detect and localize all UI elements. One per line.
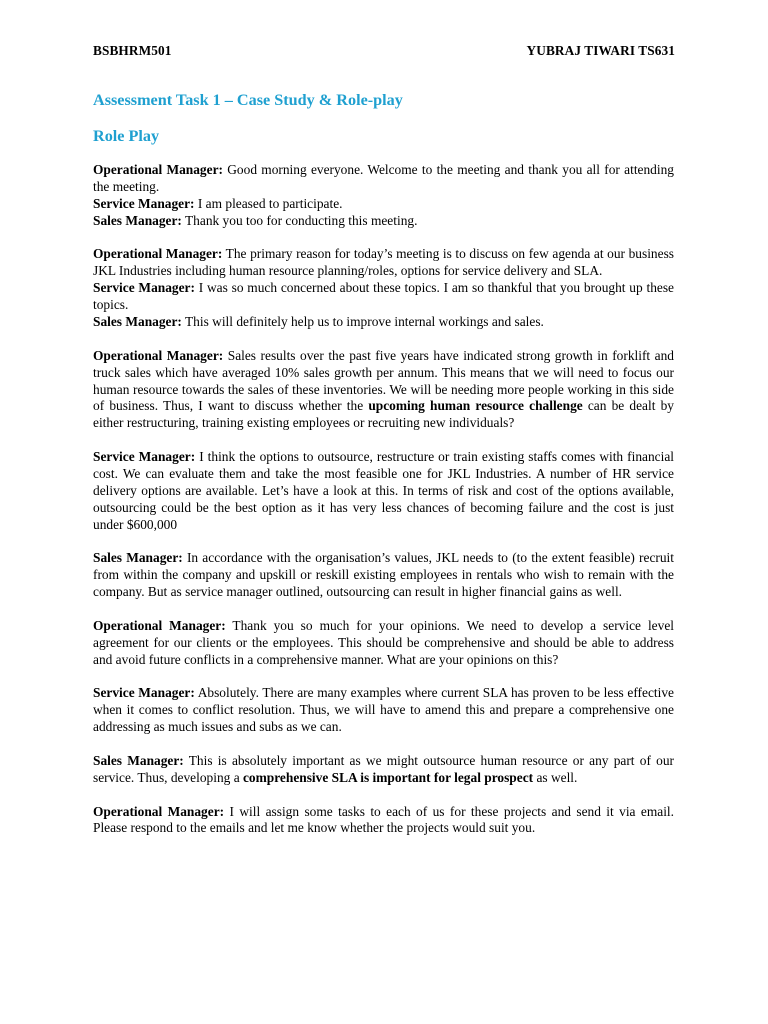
dialogue-line — [93, 685, 674, 736]
speech-text-continued: as well. — [533, 769, 578, 785]
speech-text: Sales results over the past five years have indicated strong growth in forklift and truck sales which have averaged 10% sales growth per annum. This means that we will need to focus our human resource towards the sales of these inventories. We will be needing more people working in this side of business. Thus, I want to discuss whether the — [93, 347, 674, 414]
dialogue-line — [93, 618, 674, 669]
speech-text: I am pleased to participate. — [194, 195, 343, 211]
dialogue-line — [93, 550, 674, 601]
speaker-label: Operational Manager: — [93, 617, 226, 633]
speaker-label: Operational Manager: — [93, 162, 223, 177]
speech-text: The primary reason for today’s meeting is to discuss on few agenda at our business JKL Industries including human resource planning/roles, options for service delivery and SLA. — [93, 246, 674, 279]
dialogue-line — [93, 280, 674, 314]
dialogue-line — [93, 162, 674, 196]
dialogue-line — [93, 196, 674, 213]
dialogue-line — [93, 314, 674, 331]
emphasis-text: comprehensive SLA is important for legal prospect — [242, 769, 534, 785]
speech-text: This will definitely help us to improve internal workings and sales. — [181, 314, 544, 330]
dialogue-paragraph — [93, 685, 674, 736]
dialogue-paragraph — [93, 348, 674, 433]
dialogue-paragraph — [93, 449, 674, 534]
dialogue-line — [93, 449, 674, 534]
speech-text: Good morning everyone. Welcome to the meeting and thank you all for attending the meeting. — [93, 162, 674, 194]
role-play-heading: Role Play — [93, 127, 160, 145]
speaker-label: Service Manager: — [93, 195, 195, 211]
speaker-label: Service Manager: — [93, 685, 195, 701]
page-header — [93, 43, 675, 59]
dialogue-line — [93, 348, 674, 433]
dialogue-line — [93, 246, 674, 280]
speech-text: In accordance with the organisation’s values, JKL needs to (to the extent feasible) recruit from within the company and upskill or reskill existing employees in rentals who wish to remain with the company. But as service manager outlined, outsourcing can result in higher financial gains as well. — [93, 550, 674, 600]
dialogue-line — [93, 213, 674, 230]
dialogue-paragraph — [93, 618, 674, 669]
speech-text: I will assign some tasks to each of us for these projects and send it via email. Please respond to the emails and let me know whether the projects would suit you. — [93, 803, 674, 836]
speaker-label: Service Manager: — [93, 449, 196, 465]
course-code: BSBHRM501 — [93, 43, 172, 58]
emphasis-text: upcoming human resource challenge — [368, 398, 583, 414]
speaker-label: Service Manager: — [93, 280, 195, 296]
speaker-label: Sales Manager: — [93, 752, 184, 768]
dialogue-body — [93, 162, 674, 854]
dialogue-line — [93, 753, 674, 787]
dialogue-paragraph — [93, 246, 674, 331]
dialogue-paragraph — [93, 162, 674, 230]
speech-text: I think the options to outsource, restructure or train existing staffs comes with financial cost. We can evaluate them and take the most feasible one for JKL Industries. A number of HR service delivery options are available. Let’s have a look at this. In terms of risk and cost of the options available, outsourcing could be the best option as it has very less chances of becoming failure and the cost is just under $600,000 — [93, 449, 674, 532]
speech-text: Thank you too for conducting this meeting. — [181, 212, 418, 228]
speaker-label: Sales Manager: — [93, 212, 182, 228]
dialogue-line — [93, 804, 674, 838]
assessment-task-title: Assessment Task 1 – Case Study & Role-play — [93, 91, 403, 109]
author-name: YUBRAJ TIWARI TS631 — [526, 43, 675, 58]
speaker-label: Operational Manager: — [93, 246, 223, 262]
speech-text: I was so much concerned about these topics. I am so thankful that you brought up these topics. — [93, 280, 674, 313]
speaker-label: Operational Manager: — [93, 347, 224, 363]
speaker-label: Sales Manager: — [93, 550, 183, 566]
dialogue-paragraph — [93, 804, 674, 838]
dialogue-paragraph — [93, 550, 674, 601]
dialogue-paragraph — [93, 753, 674, 787]
speech-text-continued: can be dealt by either restructuring, training existing employees or recruiting new individuals? — [93, 398, 674, 431]
speaker-label: Sales Manager: — [93, 314, 182, 330]
speech-text: Thank you so much for your opinions. We need to develop a service level agreement for our clients or the employees. This should be comprehensive and should be able to address and avoid future conflicts in a comprehensive manner. What are your opinions on this? — [93, 617, 674, 667]
speech-text: Absolutely. There are many examples where current SLA has proven to be less effective when it comes to conflict resolution. Thus, we will have to amend this and prepare a comprehensive one addressing as much issues and subs as we can. — [93, 685, 674, 735]
speech-text: This is absolutely important as we might outsource human resource or any part of our service. Thus, developing a — [93, 752, 674, 785]
speaker-label: Operational Manager: — [93, 803, 225, 819]
